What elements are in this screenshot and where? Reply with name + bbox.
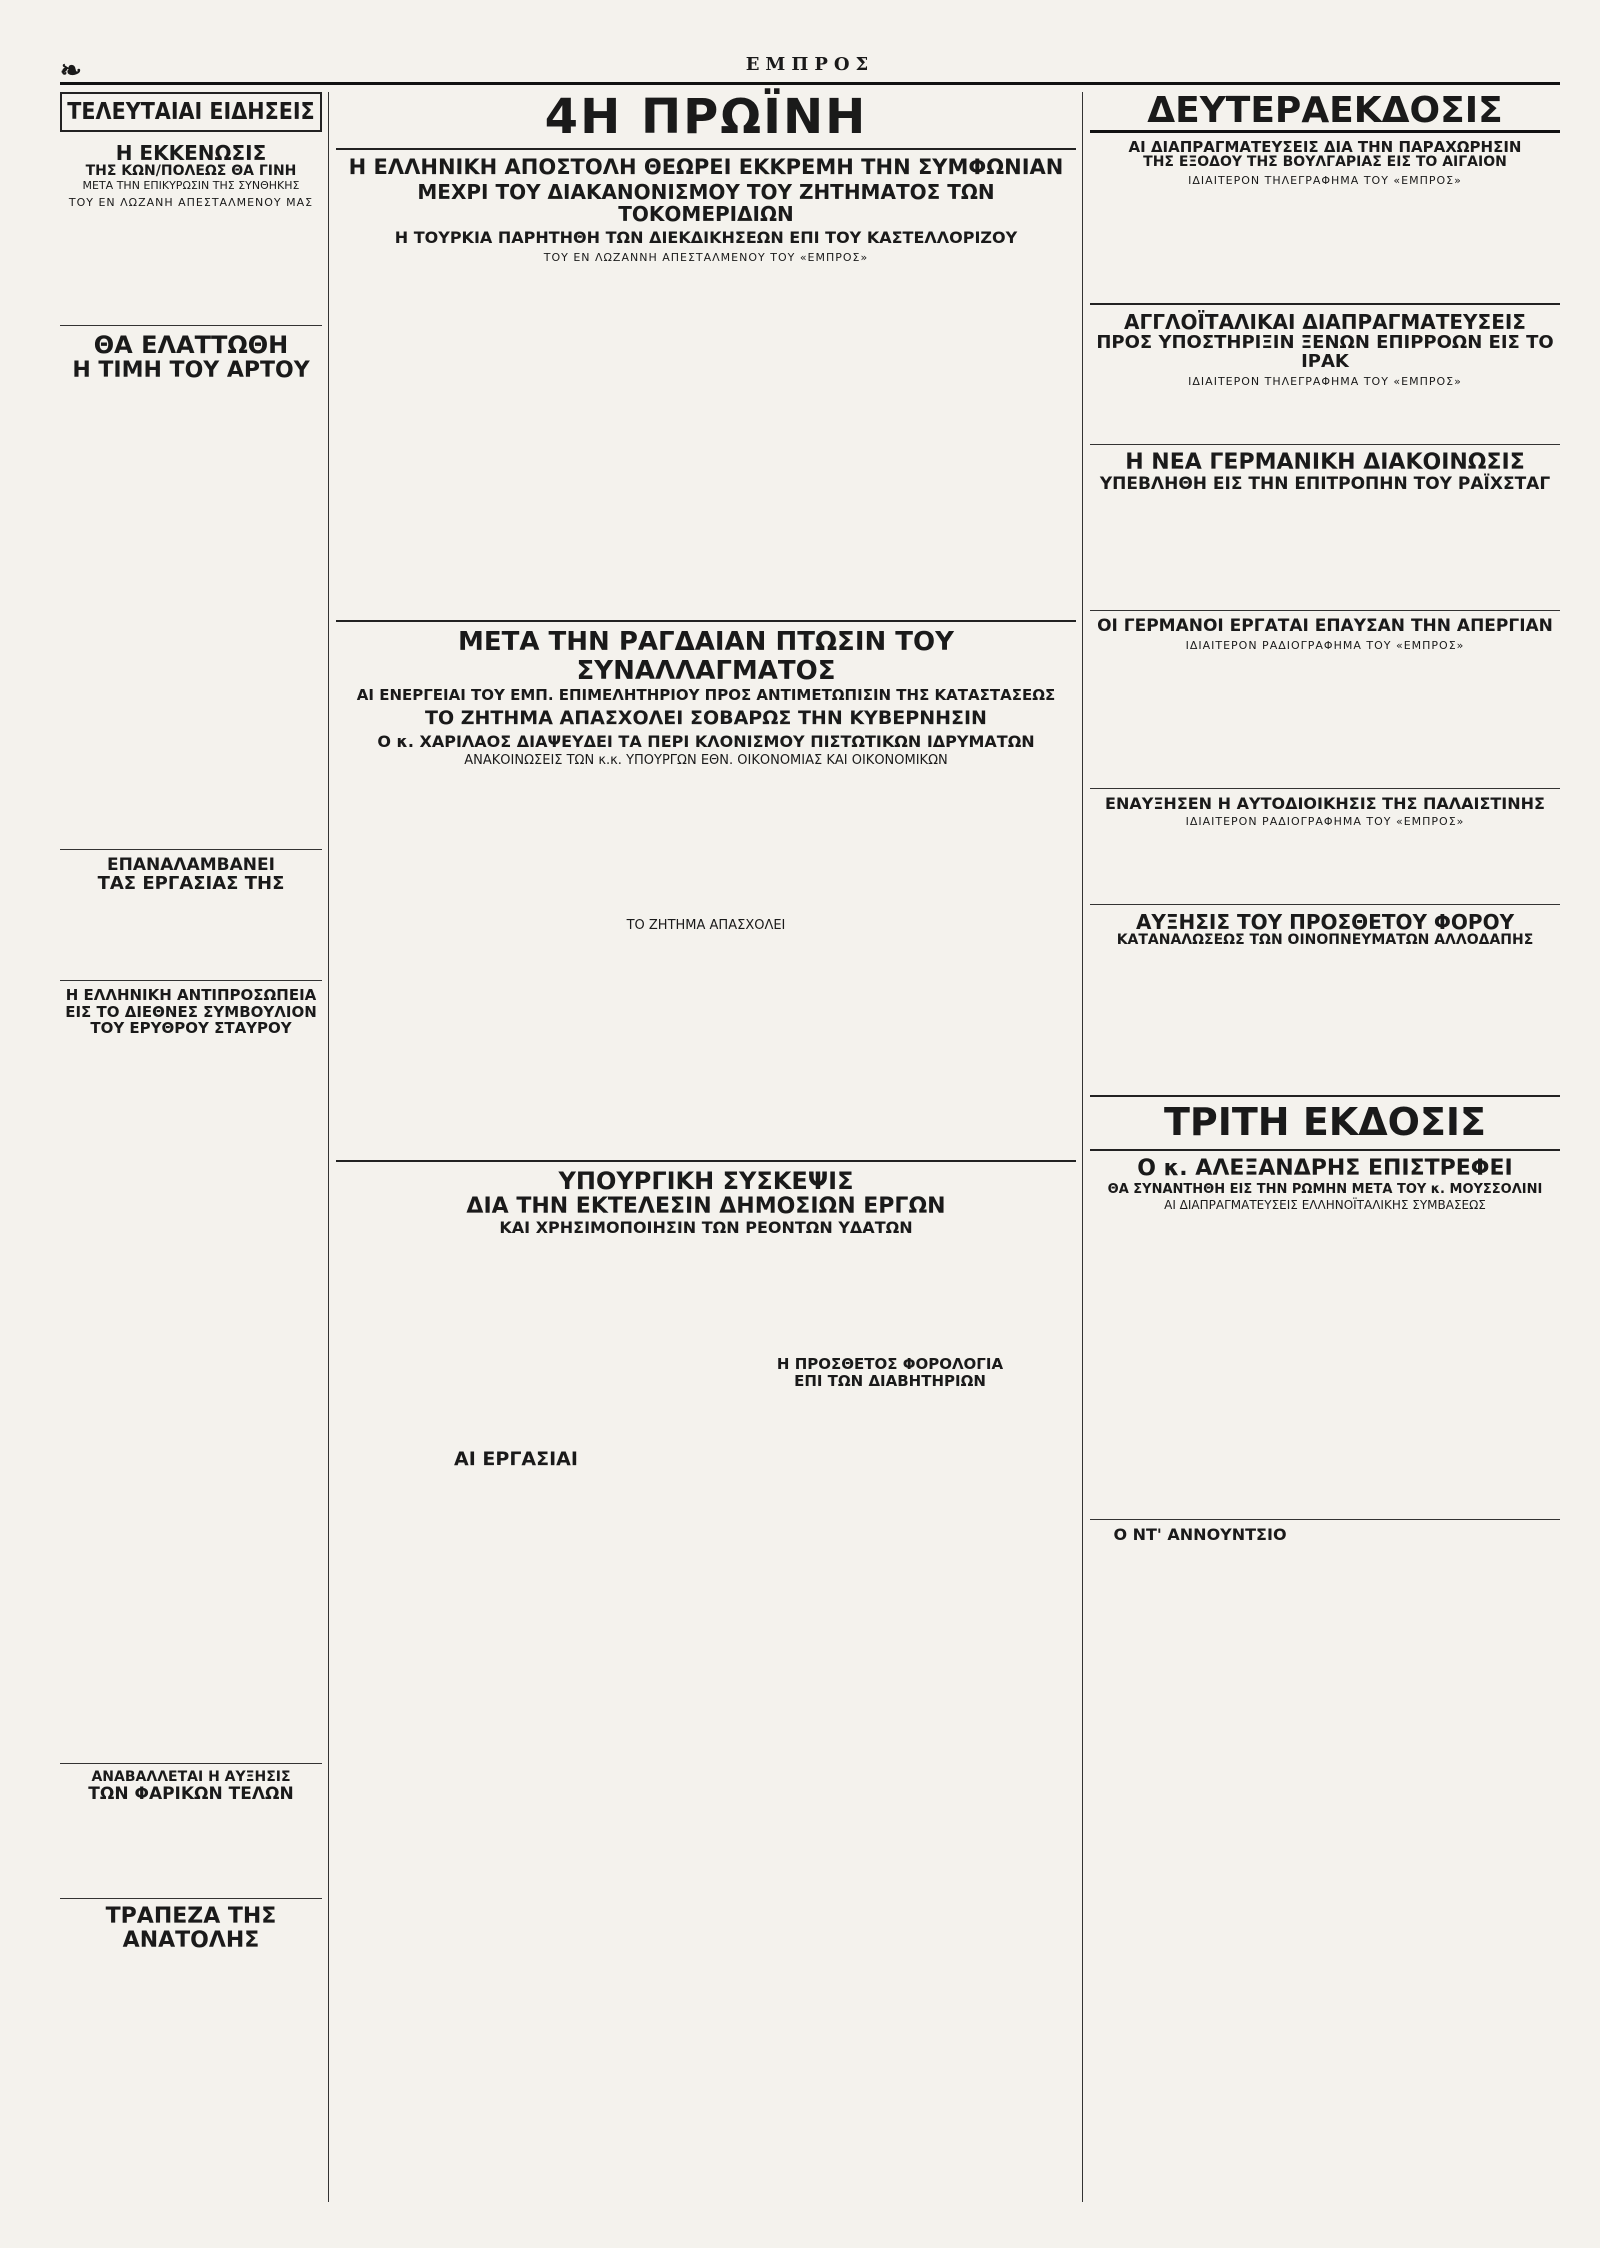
dateline: ΙΔΙΑΙΤΕΡΟΝ ΤΗΛΕΓΡΑΦΗΜΑ ΤΟΥ «ΕΜΠΡΟΣ»	[1188, 375, 1462, 389]
divider	[1090, 788, 1560, 789]
subhead-work: ΤΟ ΖΗΤΗΜΑ ΑΠΑΣΧΟΛΕΙ	[626, 918, 786, 934]
headline-ministerial-meeting: ΥΠΟΥΡΓΙΚΗ ΣΥΣΚΕΨΙΣ	[558, 1167, 854, 1196]
article-body-center-4	[336, 1236, 1076, 1356]
headline-bulgaria-sub: ΤΗΣ ΕΞΟΔΟΥ ΤΗΣ ΒΟΥΛΓΑΡΙΑΣ ΕΙΣ ΤΟ ΑΙΓΑΙΟΝ	[1143, 154, 1507, 171]
headline-red-cross: Η ΕΛΛΗΝΙΚΗ ΑΝΤΙΠΡΟΣΩΠΕΙΑ	[65, 986, 317, 1005]
headline-bulgaria: ΑΙ ΔΙΑΠΡΑΓΜΑΤΕΥΣΕΙΣ ΔΙΑ ΤΗΝ ΠΑΡΑΧΩΡΗΣΙΝ	[1128, 137, 1522, 156]
dateline: ΤΟΥ ΕΝ ΛΩΖΑΝΗ ΑΠΕΣΤΑΛΜΕΝΟΥ ΜΑΣ	[68, 196, 314, 210]
headline-spirits-tax-sub: ΚΑΤΑΝΑΛΩΣΕΩΣ ΤΩΝ ΟΙΝΟΠΝΕΥΜΑΤΩΝ ΑΛΛΟΔΑΠΗΣ	[1116, 932, 1534, 949]
dateline: ΤΟΥ ΕΝ ΛΩΖΑΝΝΗ ΑΠΕΣΤΑΛΜΕΝΟΥ ΤΟΥ «ΕΜΠΡΟΣ»	[543, 251, 869, 265]
article-body-center-1	[336, 264, 1076, 614]
headline-passport-tax-sub: ΕΠΙ ΤΩΝ ΔΙΑΒΗΤΗΡΙΩΝ	[794, 1371, 986, 1390]
top-bar	[60, 54, 1560, 86]
edition-title: 4Η ΠΡΩΪΝΗ	[544, 89, 868, 145]
headline-anglo-italian: ΑΓΓΛΟΪΤΑΛΙΚΑΙ ΔΙΑΠΡΑΓΜΑΤΕΥΣΕΙΣ	[1124, 309, 1526, 334]
headline-evacuation-note: ΜΕΤΑ ΤΗΝ ΕΠΙΚΥΡΩΣΙΝ ΤΗΣ ΣΥΝΘΗΚΗΣ	[82, 178, 300, 192]
left-column	[60, 92, 322, 1953]
headline-resumes-sub: ΤΑΣ ΕΡΓΑΣΙΑΣ ΤΗΣ	[97, 873, 285, 895]
article-body-center-2	[336, 769, 1076, 919]
headline-coupons: ΜΕΧΡΙ ΤΟΥ ΔΙΑΚΑΝΟΝΙΣΜΟΥ ΤΟΥ ΖΗΤΗΜΑΤΟΣ ΤΩΝ ΤΟΚΟΜΕΡΙΔΙΩΝ	[417, 180, 995, 227]
divider	[1090, 904, 1560, 905]
divider	[336, 1160, 1076, 1162]
article-body-2	[60, 383, 322, 843]
article-body-right-4	[1090, 652, 1560, 782]
headline-resumes: ΕΠΑΝΑΛΑΜΒΑΝΕΙ	[107, 854, 275, 875]
dateline: ΙΔΙΑΙΤΕΡΟΝ ΡΑΔΙΟΓΡΑΦΗΜΑ ΤΟΥ «ΕΜΠΡΟΣ»	[1185, 638, 1465, 652]
headline-german-note: Η ΝΕΑ ΓΕΡΜΑΝΙΚΗ ΔΙΑΚΟΙΝΩΣΙΣ	[1125, 450, 1525, 476]
divider	[60, 980, 322, 981]
headline-alexandris: Ο κ. ΑΛΕΞΑΝΔΡΗΣ ΕΠΙΣΤΡΕΦΕΙ	[1137, 1155, 1513, 1181]
headline-dannunzio: Ο ΝΤ' ΑΝΝΟΥΝΤΣΙΟ	[1113, 1525, 1287, 1544]
second-edition-title: ΔΕΥΤΕΡΑΕΚΔΟΣΙΣ	[1090, 92, 1560, 133]
headline-red-cross-sub2: ΤΟΥ ΕΡΥΘΡΟΥ ΣΤΑΥΡΟΥ	[90, 1019, 292, 1038]
article-body-right-6	[1090, 949, 1560, 1089]
headline-german-strike: ΟΙ ΓΕΡΜΑΝΟΙ ΕΡΓΑΤΑΙ ΕΠΑΥΣΑΝ ΤΗΝ ΑΠΕΡΓΙΑΝ	[1097, 616, 1553, 637]
divider	[60, 325, 322, 326]
headline-passport-tax: Η ΠΡΟΣΘΕΤΟΣ ΦΟΡΟΛΟΓΙΑ	[776, 1355, 1004, 1374]
article-body-5	[60, 1804, 322, 1892]
headline-spirits-tax: ΑΥΞΗΣΙΣ ΤΟΥ ΠΡΟΣΘΕΤΟΥ ΦΟΡΟΥ	[1135, 910, 1515, 935]
headline-palestine: ΕΝΑΥΞΗΣΕΝ Η ΑΥΤΟΔΙΟΙΚΗΣΙΣ ΤΗΣ ΠΑΛΑΙΣΤΙΝΗΣ	[1105, 793, 1545, 813]
divider	[1090, 444, 1560, 445]
article-body-4	[60, 1037, 322, 1757]
headline-iraq: ΠΡΟΣ ΥΠΟΣΤΗΡΙΞΙΝ ΞΕΝΩΝ ΕΠΙΡΡΟΩΝ ΕΙΣ ΤΟ ΙΡΑΚ	[1096, 331, 1554, 373]
article-body-right-2	[1090, 388, 1560, 438]
article-body-right-5	[1090, 828, 1560, 898]
column-rule	[1082, 92, 1083, 2202]
divider	[336, 620, 1076, 622]
headline-bread: ΘΑ ΕΛΑΤΤΩΘΗ	[93, 331, 289, 360]
divider	[336, 148, 1076, 150]
article-body-right-7	[1090, 1213, 1560, 1513]
divider	[1090, 1519, 1560, 1520]
headline-kastellorizo: Η ΤΟΥΡΚΙΑ ΠΑΡΗΤΗΘΗ ΤΩΝ ΔΙΕΚΔΙΚΗΣΕΩΝ ΕΠΙ ΤΟΥ ΚΑΣΤΕΛΛΟΡΙΖΟΥ	[394, 228, 1018, 248]
main-headline-sub4: ΑΝΑΚΟΙΝΩΣΕΙΣ ΤΩΝ κ.κ. ΥΠΟΥΡΓΩΝ ΕΘΝ. ΟΙΚΟΝΟΜΙΑΣ ΚΑΙ ΟΙΚΟΝΟΜΙΚΩΝ	[464, 753, 948, 769]
headline-greco-italian: ΑΙ ΔΙΑΠΡΑΓΜΑΤΕΥΣΕΙΣ ΕΛΛΗΝΟΪΤΑΛΙΚΗΣ ΣΥΜΒΑΣΕΩΣ	[1164, 1198, 1486, 1213]
divider	[1090, 610, 1560, 611]
latest-news-banner: ΤΕΛΕΥΤΑΙΑΙ ΕΙΔΗΣΕΙΣ	[60, 92, 322, 132]
divider	[1090, 1095, 1560, 1097]
main-headline: ΜΕΤΑ ΤΗΝ ΡΑΓΔΑΙΑΝ ΠΤΩΣΙΝ ΤΟΥ ΣΥΝΑΛΛΑΓΜΑΤΟΣ	[458, 627, 954, 686]
article-body-1	[60, 209, 322, 319]
right-column	[1090, 92, 1560, 1544]
headline-evacuation: Η ΕΚΚΕΝΩΣΙΣ	[115, 141, 267, 166]
headline-reichstag: ΥΠΕΒΛΗΘΗ ΕΙΣ ΤΗΝ ΕΠΙΤΡΟΠΗΝ ΤΟΥ ΡΑΪΧΣΤΑΓ	[1099, 474, 1551, 495]
main-headline-sub3: Ο κ. ΧΑΡΙΛΑΟΣ ΔΙΑΨΕΥΔΕΙ ΤΑ ΠΕΡΙ ΚΛΟΝΙΣΜΟΥ ΠΙΣΤΩΤΙΚΩΝ ΙΔΡΥΜΑΤΩΝ	[377, 731, 1035, 751]
headline-works: ΑΙ ΕΡΓΑΣΙΑΙ	[454, 1448, 578, 1471]
third-edition-title: ΤΡΙΤΗ ΕΚΔΟΣΙΣ	[1163, 1099, 1487, 1144]
article-body-3	[60, 894, 322, 974]
headline-lighthouse-fees: ΑΝΑΒΑΛΛΕΤΑΙ Η ΑΥΞΗΣΙΣ	[91, 1768, 291, 1785]
dateline: ΙΔΙΑΙΤΕΡΟΝ ΡΑΔΙΟΓΡΑΦΗΜΑ ΤΟΥ «ΕΜΠΡΟΣ»	[1185, 815, 1465, 829]
headline-public-works: ΔΙΑ ΤΗΝ ΕΚΤΕΛΕΣΙΝ ΔΗΜΟΣΙΩΝ ΕΡΓΩΝ	[466, 1193, 946, 1219]
masthead: ΕΜΠΡΟΣ	[745, 54, 875, 75]
column-rule	[328, 92, 329, 2202]
divider	[60, 1898, 322, 1899]
article-body-center-3	[336, 934, 1076, 1154]
center-column	[336, 89, 1076, 1471]
headline-evacuation-sub: ΤΗΣ ΚΩΝ/ΠΟΛΕΩΣ ΘΑ ΓΙΝΗ	[85, 163, 297, 180]
headline-bank-of-orient: ΤΡΑΠΕΖΑ ΤΗΣ ΑΝΑΤΟΛΗΣ	[105, 1903, 277, 1953]
main-headline-sub: ΑΙ ΕΝΕΡΓΕΙΑΙ ΤΟΥ ΕΜΠ. ΕΠΙΜΕΛΗΤΗΡΙΟΥ ΠΡΟΣ ΑΝΤΙΜΕΤΩΠΙΣΙΝ ΤΗΣ ΚΑΤΑΣΤΑΣΕΩΣ	[356, 686, 1056, 705]
page-corner-mark: ❧	[60, 56, 82, 86]
dateline: ΙΔΙΑΙΤΕΡΟΝ ΤΗΛΕΓΡΑΦΗΜΑ ΤΟΥ «ΕΜΠΡΟΣ»	[1188, 173, 1462, 187]
divider	[60, 849, 322, 850]
article-body-right-3	[1090, 494, 1560, 604]
main-headline-sub2: ΤΟ ΖΗΤΗΜΑ ΑΠΑΣΧΟΛΕΙ ΣΟΒΑΡΩΣ ΤΗΝ ΚΥΒΕΡΝΗΣΙΝ	[425, 706, 987, 729]
headline-red-cross-sub: ΕΙΣ ΤΟ ΔΙΕΘΝΕΣ ΣΥΜΒΟΥΛΙΟΝ	[65, 1002, 317, 1021]
article-body-right-1	[1090, 187, 1560, 297]
headline-greek-mission: Η ΕΛΛΗΝΙΚΗ ΑΠΟΣΤΟΛΗ ΘΕΩΡΕΙ ΕΚΚΡΕΜΗ ΤΗΝ ΣΥΜΦΩΝΙΑΝ	[348, 155, 1064, 180]
headline-running-water: ΚΑΙ ΧΡΗΣΙΜΟΠΟΙΗΣΙΝ ΤΩΝ ΡΕΟΝΤΩΝ ΥΔΑΤΩΝ	[499, 1217, 913, 1237]
headline-mussolini: ΘΑ ΣΥΝΑΝΤΗΘΗ ΕΙΣ ΤΗΝ ΡΩΜΗΝ ΜΕΤΑ ΤΟΥ κ. ΜΟΥΣΣΟΛΙΝΙ	[1107, 1181, 1543, 1197]
divider	[1090, 1149, 1560, 1151]
headline-bread-sub: Η ΤΙΜΗ ΤΟΥ ΑΡΤΟΥ	[72, 357, 310, 383]
divider	[60, 1763, 322, 1764]
divider	[1090, 303, 1560, 305]
headline-lighthouse-fees-sub: ΤΩΝ ΦΑΡΙΚΩΝ ΤΕΛΩΝ	[88, 1784, 294, 1805]
